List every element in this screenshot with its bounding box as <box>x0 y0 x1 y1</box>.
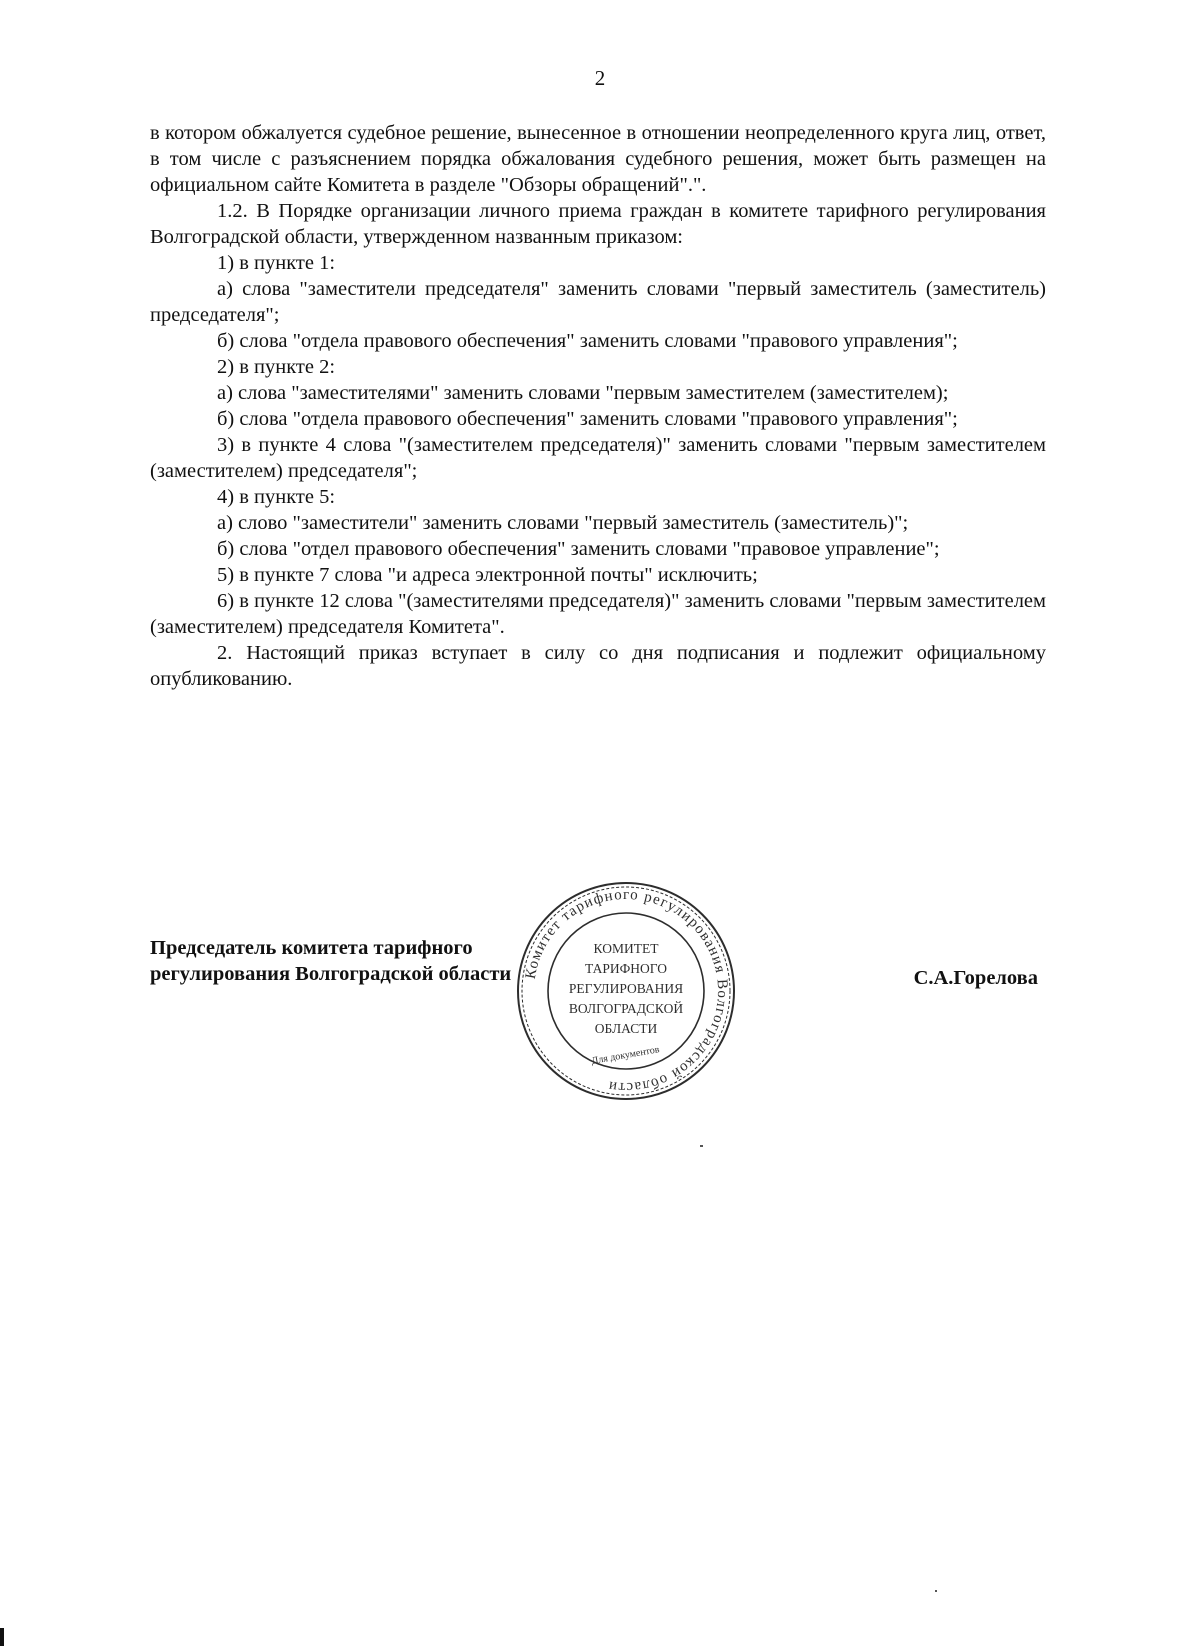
paragraph-item-2: 2) в пункте 2: <box>217 356 336 378</box>
page-number: 2 <box>594 66 606 90</box>
scan-edge-mark <box>0 1628 4 1646</box>
seal-inner-note: Для документов <box>590 1044 661 1067</box>
paragraph-1-2: 1.2. В Порядке организации личного приема граждан в комитете тарифного регулирования Волгоградской области, утвержденном названным приказом: <box>150 200 1046 248</box>
scan-speck <box>700 1145 703 1147</box>
scan-speck <box>935 1590 937 1592</box>
paragraph-section-2: 2. Настоящий приказ вступает в силу со дня подписания и подлежит официальному опубликованию. <box>150 642 1046 690</box>
paragraph-item-4a: а) слово "заместители" заменить словами "первый заместитель (заместитель)"; <box>217 512 909 534</box>
paragraph-item-2b: б) слова "отдела правового обеспечения" заменить словами "правового управления"; <box>217 408 958 430</box>
signatory-title-line-2: регулирования Волгоградской области <box>150 963 512 985</box>
paragraph-item-1: 1) в пункте 1: <box>217 252 336 274</box>
paragraph-item-2a: а) слова "заместителями" заменить словами "первым заместителем (заместителем); <box>217 382 949 404</box>
signatory-name: С.А.Горелова <box>913 967 1038 989</box>
paragraph-item-4: 4) в пункте 5: <box>217 486 336 508</box>
official-seal <box>515 880 737 1102</box>
paragraph-item-5: 5) в пункте 7 слова "и адреса электронной почты" исключить; <box>217 564 758 586</box>
seal-center-line-3: РЕГУЛИРОВАНИЯ <box>568 981 684 996</box>
paragraph-item-3: 3) в пункте 4 слова "(заместителем председателя)" заменить словами "первым заместителем (заместителем) председателя"; <box>150 434 1046 482</box>
seal-center-line-2: ТАРИФНОГО <box>585 961 667 976</box>
seal-center-line-5: ОБЛАСТИ <box>594 1021 658 1036</box>
paragraph-item-1a: а) слова "заместители председателя" заменить словами "первый заместитель (заместитель) председателя"; <box>150 278 1046 326</box>
signatory-title <box>150 935 511 987</box>
paragraph-continuation: в котором обжалуется судебное решение, вынесенное в отношении неопределенного круга лиц, ответ, в том числе с разъяснением порядка обжалования судебного решения, может быть размещен на официальном сайте Комитета в разделе "Обзоры обращений".". <box>150 122 1046 196</box>
seal-center-line-4: ВОЛГОГРАДСКОЙ <box>568 1001 684 1016</box>
document-body <box>150 120 1046 692</box>
signatory-title-line-1: Председатель комитета тарифного <box>150 937 473 959</box>
paragraph-item-4b: б) слова "отдел правового обеспечения" заменить словами "правовое управление"; <box>217 538 940 560</box>
paragraph-item-1b: б) слова "отдела правового обеспечения" заменить словами "правового управления"; <box>217 330 958 352</box>
paragraph-item-6: 6) в пункте 12 слова "(заместителями председателя)" заменить словами "первым заместителем (заместителем) председателя Комитета". <box>150 590 1046 638</box>
seal-center-line-1: КОМИТЕТ <box>593 941 659 956</box>
seal-ring-text: Комитет тарифного регулирования Волгоградской области <box>522 886 731 1096</box>
